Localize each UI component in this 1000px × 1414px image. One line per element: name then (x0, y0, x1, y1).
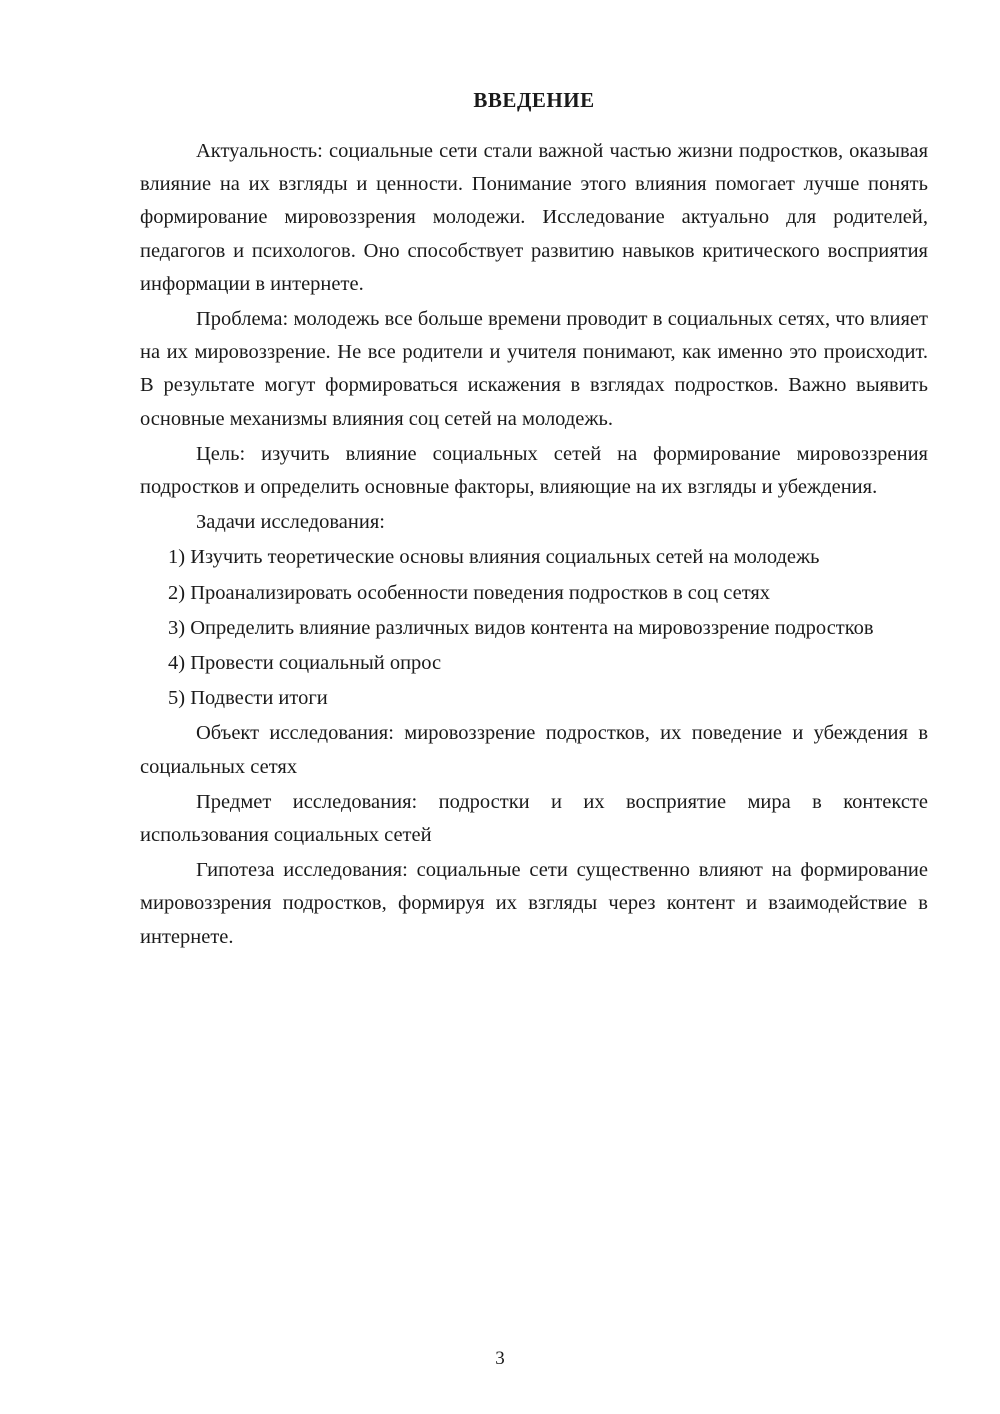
paragraph-problem: Проблема: молодежь все больше времени проводит в социальных сетях, что влияет на их мировоззрение. Не все родители и учителя понимают, как именно это происходит. В результате могут формироваться искажения в взглядах подростков. Важно выявить основные механизмы влияния соц сетей на молодежь. (140, 308, 928, 430)
paragraph-relevance: Актуальность: социальные сети стали важной частью жизни подростков, оказывая влияние на их взгляды и ценности. Понимание этого влияния помогает лучше понять формирование мировоззрения молодежи. Исследование актуально для родителей, педагогов и психологов. Оно способствует развитию навыков критического восприятия информации в интернете. (140, 140, 928, 295)
paragraph-goal: Цель: изучить влияние социальных сетей на формирование мировоззрения подростков и определить основные факторы, влияющие на их взгляды и убеждения. (140, 442, 928, 499)
page-title: ВВЕДЕНИЕ (473, 88, 595, 112)
list-item: 4) Провести социальный опрос (168, 652, 442, 675)
paragraph-subject: Предмет исследования: подростки и их восприятие мира в контексте использования социальных сетей (140, 790, 928, 847)
page-number: 3 (495, 1348, 505, 1369)
paragraph-object: Объект исследования: мировоззрение подростков, их поведение и убеждения в социальных сетях (140, 722, 928, 778)
list-item: 3) Определить влияние различных видов контента на мировоззрение подростков (168, 616, 874, 639)
list-item: 1) Изучить теоретические основы влияния социальных сетей на молодежь (168, 546, 820, 569)
paragraph-hypothesis: Гипотеза исследования: социальные сети существенно влияют на формирование мировоззрения подростков, формируя их взгляды через контент и взаимодействие в интернете. (140, 859, 928, 948)
list-item: 2) Проанализировать особенности поведения подростков в соц сетях (168, 581, 771, 604)
list-item: 5) Подвести итоги (168, 687, 328, 710)
paragraph-tasks-heading: Задачи исследования: (196, 511, 385, 534)
